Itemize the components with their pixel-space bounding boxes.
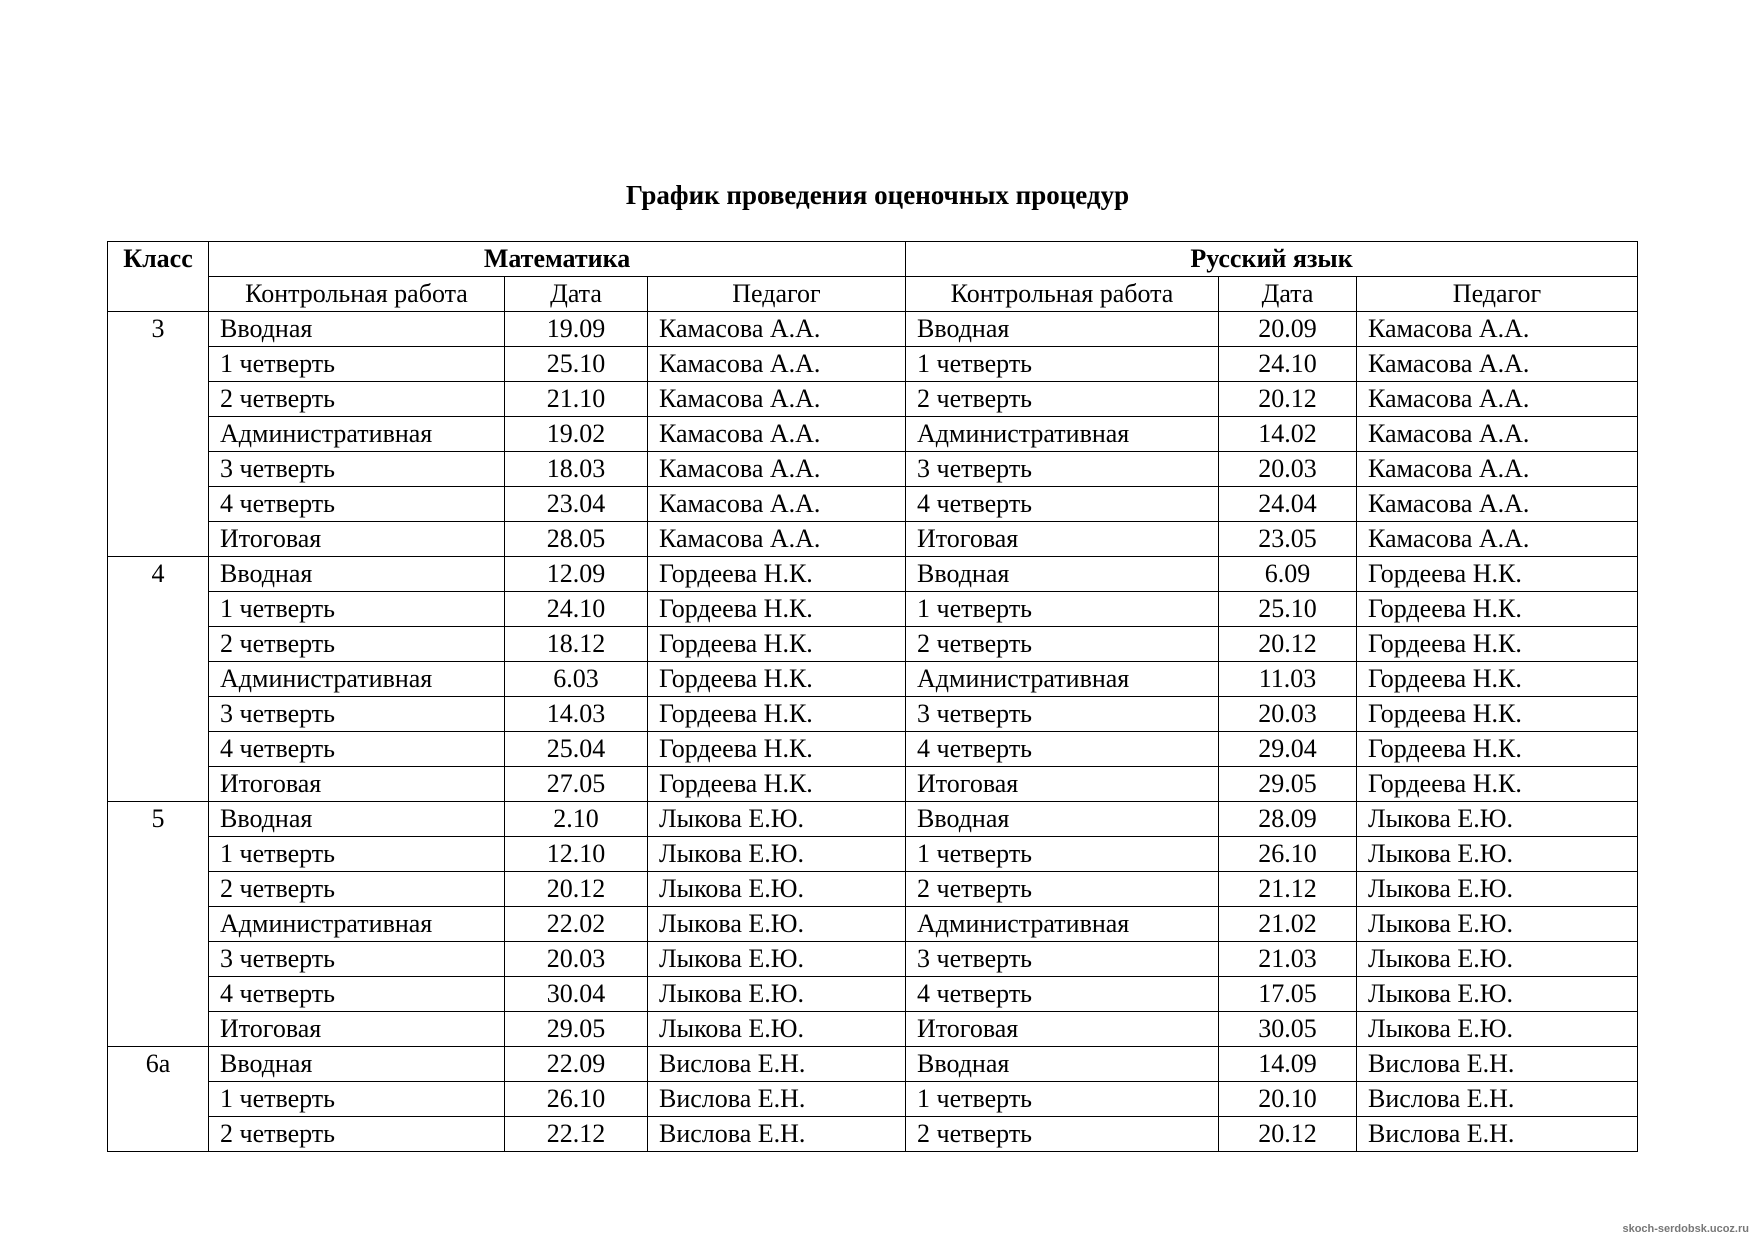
class-column-header: Класс bbox=[108, 242, 209, 312]
math-date-cell: 20.03 bbox=[505, 942, 648, 977]
math-teacher-cell: Камасова А.А. bbox=[648, 312, 906, 347]
math-work-cell: 4 четверть bbox=[209, 487, 505, 522]
russian-teacher-cell: Вислова Е.Н. bbox=[1357, 1117, 1638, 1152]
table-row bbox=[108, 312, 1638, 347]
table-row bbox=[108, 417, 1638, 452]
math-date-cell: 18.03 bbox=[505, 452, 648, 487]
table-row bbox=[108, 732, 1638, 767]
math-date-cell: 14.03 bbox=[505, 697, 648, 732]
russian-teacher-cell: Вислова Е.Н. bbox=[1357, 1047, 1638, 1082]
russian-work-cell: 1 четверть bbox=[906, 837, 1219, 872]
table-row bbox=[108, 662, 1638, 697]
math-teacher-cell: Гордеева Н.К. bbox=[648, 697, 906, 732]
math-teacher-cell: Камасова А.А. bbox=[648, 522, 906, 557]
russian-work-cell: Вводная bbox=[906, 312, 1219, 347]
math-date-cell: 12.09 bbox=[505, 557, 648, 592]
table-row bbox=[108, 872, 1638, 907]
math-work-cell: 3 четверть bbox=[209, 452, 505, 487]
table-row bbox=[108, 907, 1638, 942]
russian-work-cell: Итоговая bbox=[906, 522, 1219, 557]
russian-teacher-cell: Камасова А.А. bbox=[1357, 487, 1638, 522]
table-row bbox=[108, 487, 1638, 522]
math-date-cell: 27.05 bbox=[505, 767, 648, 802]
russian-date-cell: 17.05 bbox=[1219, 977, 1357, 1012]
russian-date-cell: 23.05 bbox=[1219, 522, 1357, 557]
math-date-cell: 19.02 bbox=[505, 417, 648, 452]
russian-work-cell: 1 четверть bbox=[906, 347, 1219, 382]
russian-date-column-header: Дата bbox=[1219, 277, 1357, 312]
math-work-cell: Итоговая bbox=[209, 1012, 505, 1047]
russian-work-column-header: Контрольная работа bbox=[906, 277, 1219, 312]
table-row bbox=[108, 382, 1638, 417]
math-work-cell: Итоговая bbox=[209, 522, 505, 557]
russian-teacher-cell: Гордеева Н.К. bbox=[1357, 662, 1638, 697]
russian-date-cell: 14.09 bbox=[1219, 1047, 1357, 1082]
class-cell: 6а bbox=[108, 1047, 209, 1152]
russian-work-cell: Административная bbox=[906, 417, 1219, 452]
table-row bbox=[108, 1012, 1638, 1047]
russian-teacher-cell: Лыкова Е.Ю. bbox=[1357, 942, 1638, 977]
math-date-cell: 30.04 bbox=[505, 977, 648, 1012]
math-work-column-header: Контрольная работа bbox=[209, 277, 505, 312]
math-work-cell: 2 четверть bbox=[209, 627, 505, 662]
russian-work-cell: 2 четверть bbox=[906, 382, 1219, 417]
russian-work-cell: 3 четверть bbox=[906, 697, 1219, 732]
math-teacher-cell: Лыкова Е.Ю. bbox=[648, 837, 906, 872]
table-body bbox=[108, 312, 1638, 1152]
math-subject-header: Математика bbox=[209, 242, 906, 277]
russian-date-cell: 21.02 bbox=[1219, 907, 1357, 942]
russian-teacher-cell: Лыкова Е.Ю. bbox=[1357, 872, 1638, 907]
math-work-cell: 3 четверть bbox=[209, 942, 505, 977]
russian-date-cell: 25.10 bbox=[1219, 592, 1357, 627]
russian-work-cell: Итоговая bbox=[906, 1012, 1219, 1047]
russian-date-cell: 11.03 bbox=[1219, 662, 1357, 697]
math-date-cell: 23.04 bbox=[505, 487, 648, 522]
math-work-cell: 2 четверть bbox=[209, 382, 505, 417]
table-row bbox=[108, 1117, 1638, 1152]
math-teacher-cell: Лыкова Е.Ю. bbox=[648, 977, 906, 1012]
table-row bbox=[108, 1082, 1638, 1117]
math-work-cell: 3 четверть bbox=[209, 697, 505, 732]
math-teacher-cell: Гордеева Н.К. bbox=[648, 627, 906, 662]
table-row bbox=[108, 452, 1638, 487]
math-teacher-cell: Гордеева Н.К. bbox=[648, 767, 906, 802]
russian-work-cell: 3 четверть bbox=[906, 452, 1219, 487]
page-title: График проведения оценочных процедур bbox=[625, 180, 1130, 210]
math-work-cell: 1 четверть bbox=[209, 347, 505, 382]
math-teacher-cell: Лыкова Е.Ю. bbox=[648, 907, 906, 942]
math-date-cell: 18.12 bbox=[505, 627, 648, 662]
math-teacher-cell: Камасова А.А. bbox=[648, 382, 906, 417]
math-work-cell: Административная bbox=[209, 907, 505, 942]
russian-teacher-cell: Лыкова Е.Ю. bbox=[1357, 907, 1638, 942]
math-work-cell: Вводная bbox=[209, 802, 505, 837]
russian-date-cell: 30.05 bbox=[1219, 1012, 1357, 1047]
table-row bbox=[108, 522, 1638, 557]
russian-work-cell: 4 четверть bbox=[906, 487, 1219, 522]
header-row-columns bbox=[108, 277, 1638, 312]
math-teacher-cell: Гордеева Н.К. bbox=[648, 662, 906, 697]
russian-date-cell: 24.04 bbox=[1219, 487, 1357, 522]
russian-work-cell: Административная bbox=[906, 907, 1219, 942]
math-date-cell: 20.12 bbox=[505, 872, 648, 907]
math-teacher-cell: Лыкова Е.Ю. bbox=[648, 1012, 906, 1047]
russian-work-cell: Вводная bbox=[906, 557, 1219, 592]
russian-date-cell: 21.03 bbox=[1219, 942, 1357, 977]
math-teacher-cell: Гордеева Н.К. bbox=[648, 592, 906, 627]
math-date-cell: 25.10 bbox=[505, 347, 648, 382]
russian-date-cell: 29.05 bbox=[1219, 767, 1357, 802]
russian-date-cell: 20.03 bbox=[1219, 697, 1357, 732]
russian-teacher-cell: Гордеева Н.К. bbox=[1357, 557, 1638, 592]
math-date-column-header: Дата bbox=[505, 277, 648, 312]
table-row bbox=[108, 942, 1638, 977]
table-row bbox=[108, 557, 1638, 592]
math-teacher-cell: Лыкова Е.Ю. bbox=[648, 802, 906, 837]
russian-work-cell: 3 четверть bbox=[906, 942, 1219, 977]
class-cell: 3 bbox=[108, 312, 209, 557]
russian-date-cell: 20.10 bbox=[1219, 1082, 1357, 1117]
math-teacher-cell: Камасова А.А. bbox=[648, 487, 906, 522]
russian-teacher-cell: Камасова А.А. bbox=[1357, 522, 1638, 557]
russian-teacher-cell: Гордеева Н.К. bbox=[1357, 627, 1638, 662]
russian-teacher-cell: Камасова А.А. bbox=[1357, 382, 1638, 417]
russian-date-cell: 20.03 bbox=[1219, 452, 1357, 487]
russian-date-cell: 20.09 bbox=[1219, 312, 1357, 347]
math-date-cell: 21.10 bbox=[505, 382, 648, 417]
math-work-cell: Вводная bbox=[209, 312, 505, 347]
russian-date-cell: 28.09 bbox=[1219, 802, 1357, 837]
russian-work-cell: 1 четверть bbox=[906, 1082, 1219, 1117]
russian-work-cell: Вводная bbox=[906, 1047, 1219, 1082]
russian-date-cell: 14.02 bbox=[1219, 417, 1357, 452]
math-work-cell: Вводная bbox=[209, 557, 505, 592]
russian-teacher-cell: Лыкова Е.Ю. bbox=[1357, 977, 1638, 1012]
math-date-cell: 29.05 bbox=[505, 1012, 648, 1047]
table-row bbox=[108, 977, 1638, 1012]
russian-teacher-cell: Камасова А.А. bbox=[1357, 417, 1638, 452]
math-date-cell: 25.04 bbox=[505, 732, 648, 767]
math-teacher-cell: Камасова А.А. bbox=[648, 347, 906, 382]
math-work-cell: 4 четверть bbox=[209, 732, 505, 767]
math-teacher-cell: Гордеева Н.К. bbox=[648, 557, 906, 592]
table-header bbox=[108, 242, 1638, 312]
math-teacher-cell: Гордеева Н.К. bbox=[648, 732, 906, 767]
russian-work-cell: 4 четверть bbox=[906, 977, 1219, 1012]
math-work-cell: 1 четверть bbox=[209, 837, 505, 872]
math-work-cell: 2 четверть bbox=[209, 1117, 505, 1152]
table-row bbox=[108, 627, 1638, 662]
class-cell: 4 bbox=[108, 557, 209, 802]
header-row-subjects bbox=[108, 242, 1638, 277]
russian-teacher-column-header: Педагог bbox=[1357, 277, 1638, 312]
russian-teacher-cell: Лыкова Е.Ю. bbox=[1357, 837, 1638, 872]
russian-teacher-cell: Камасова А.А. bbox=[1357, 312, 1638, 347]
russian-work-cell: Итоговая bbox=[906, 767, 1219, 802]
math-work-cell: 2 четверть bbox=[209, 872, 505, 907]
russian-teacher-cell: Гордеева Н.К. bbox=[1357, 697, 1638, 732]
table-row bbox=[108, 347, 1638, 382]
math-work-cell: 1 четверть bbox=[209, 1082, 505, 1117]
math-work-cell: 1 четверть bbox=[209, 592, 505, 627]
russian-work-cell: 2 четверть bbox=[906, 1117, 1219, 1152]
russian-work-cell: 2 четверть bbox=[906, 872, 1219, 907]
table-row bbox=[108, 592, 1638, 627]
russian-date-cell: 20.12 bbox=[1219, 1117, 1357, 1152]
russian-teacher-cell: Камасова А.А. bbox=[1357, 347, 1638, 382]
russian-work-cell: Административная bbox=[906, 662, 1219, 697]
math-date-cell: 22.02 bbox=[505, 907, 648, 942]
russian-work-cell: 4 четверть bbox=[906, 732, 1219, 767]
class-cell: 5 bbox=[108, 802, 209, 1047]
table-row bbox=[108, 802, 1638, 837]
math-date-cell: 28.05 bbox=[505, 522, 648, 557]
russian-teacher-cell: Гордеева Н.К. bbox=[1357, 592, 1638, 627]
table-row bbox=[108, 1047, 1638, 1082]
russian-date-cell: 21.12 bbox=[1219, 872, 1357, 907]
math-date-cell: 26.10 bbox=[505, 1082, 648, 1117]
math-teacher-cell: Вислова Е.Н. bbox=[648, 1082, 906, 1117]
table-row bbox=[108, 697, 1638, 732]
math-teacher-cell: Лыкова Е.Ю. bbox=[648, 942, 906, 977]
math-date-cell: 6.03 bbox=[505, 662, 648, 697]
math-work-cell: Вводная bbox=[209, 1047, 505, 1082]
russian-date-cell: 6.09 bbox=[1219, 557, 1357, 592]
math-work-cell: Административная bbox=[209, 662, 505, 697]
russian-date-cell: 20.12 bbox=[1219, 382, 1357, 417]
russian-teacher-cell: Гордеева Н.К. bbox=[1357, 767, 1638, 802]
math-teacher-cell: Вислова Е.Н. bbox=[648, 1117, 906, 1152]
russian-date-cell: 26.10 bbox=[1219, 837, 1357, 872]
math-date-cell: 22.12 bbox=[505, 1117, 648, 1152]
russian-teacher-cell: Лыкова Е.Ю. bbox=[1357, 1012, 1638, 1047]
math-date-cell: 24.10 bbox=[505, 592, 648, 627]
russian-work-cell: Вводная bbox=[906, 802, 1219, 837]
russian-date-cell: 29.04 bbox=[1219, 732, 1357, 767]
russian-work-cell: 1 четверть bbox=[906, 592, 1219, 627]
math-teacher-cell: Вислова Е.Н. bbox=[648, 1047, 906, 1082]
russian-teacher-cell: Лыкова Е.Ю. bbox=[1357, 802, 1638, 837]
table-row bbox=[108, 837, 1638, 872]
math-teacher-cell: Лыкова Е.Ю. bbox=[648, 872, 906, 907]
russian-date-cell: 20.12 bbox=[1219, 627, 1357, 662]
math-teacher-column-header: Педагог bbox=[648, 277, 906, 312]
russian-date-cell: 24.10 bbox=[1219, 347, 1357, 382]
math-teacher-cell: Камасова А.А. bbox=[648, 452, 906, 487]
math-date-cell: 2.10 bbox=[505, 802, 648, 837]
russian-teacher-cell: Гордеева Н.К. bbox=[1357, 732, 1638, 767]
watermark: skoch-serdobsk.ucoz.ru bbox=[1622, 1223, 1749, 1235]
russian-subject-header: Русский язык bbox=[906, 242, 1638, 277]
math-work-cell: Итоговая bbox=[209, 767, 505, 802]
math-work-cell: 4 четверть bbox=[209, 977, 505, 1012]
table-row bbox=[108, 767, 1638, 802]
russian-work-cell: 2 четверть bbox=[906, 627, 1219, 662]
math-work-cell: Административная bbox=[209, 417, 505, 452]
math-teacher-cell: Камасова А.А. bbox=[648, 417, 906, 452]
russian-teacher-cell: Камасова А.А. bbox=[1357, 452, 1638, 487]
math-date-cell: 19.09 bbox=[505, 312, 648, 347]
math-date-cell: 12.10 bbox=[505, 837, 648, 872]
math-date-cell: 22.09 bbox=[505, 1047, 648, 1082]
russian-teacher-cell: Вислова Е.Н. bbox=[1357, 1082, 1638, 1117]
schedule-table bbox=[107, 241, 1638, 1152]
